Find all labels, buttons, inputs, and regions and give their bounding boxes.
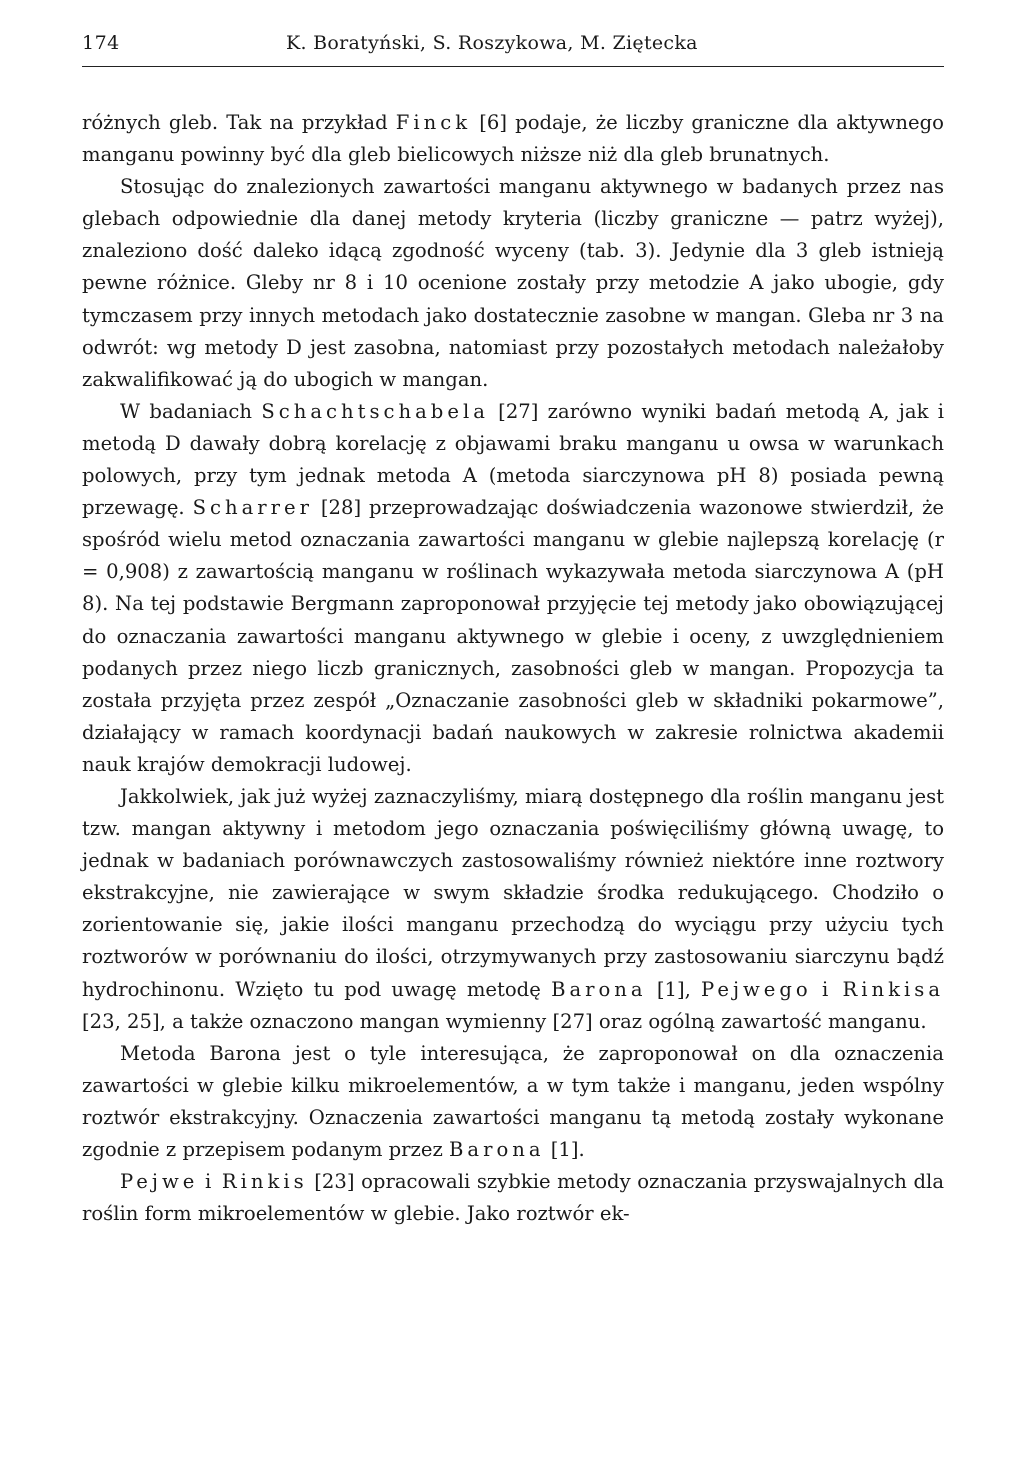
paragraph — [82, 781, 944, 1038]
spaced-author-name: Pejwe — [120, 1170, 199, 1194]
spaced-author-name: i — [821, 977, 833, 1001]
paragraph — [82, 396, 944, 781]
page-number: 174 — [82, 32, 120, 54]
text-run: W badaniach — [120, 399, 262, 423]
running-head: K. Boratyński, S. Roszykowa, M. Ziętecka — [286, 32, 698, 54]
text-run — [812, 978, 822, 1001]
text-run: [23, 25], a także oznaczono mangan wymienny [27] oraz ogólną zawartość manganu. — [82, 1009, 927, 1033]
page — [82, 22, 944, 1230]
spaced-author-name: i — [204, 1170, 216, 1194]
spaced-author-name: Scharrer — [192, 496, 313, 520]
text-run: [6] podaje, że liczby graniczne dla aktywnego manganu powinny być dla gleb bielicowych niższe niż dla gleb brunatnych. — [82, 111, 944, 167]
text-run — [198, 1170, 205, 1193]
spaced-author-name: Rinkisa — [842, 977, 944, 1001]
spaced-author-name: Pejwego — [701, 977, 812, 1001]
text-run: [27] zarówno wyniki badań metodą A, jak i metodą D dawały dobrą korelację z objawami braku manganu u owsa w warunkach polowych, przy tym jednak metoda A (metoda siarczynowa pH 8) posiada pewną przewagę. — [82, 399, 944, 520]
paragraph — [82, 107, 944, 171]
spaced-author-name: Finck — [395, 111, 472, 134]
spaced-author-name: Barona — [551, 977, 647, 1001]
text-run: Metoda Barona jest o tyle interesująca, że zaproponował on dla oznaczenia zawartości w glebie kilku mikroelementów, a w tym także i manganu, jeden wspólny roztwór ekstrakcyjny. Oznaczenia zawartości manganu tą metodą zostały wykonane zgodnie z przepisem podanym przez — [82, 1041, 944, 1161]
text-run: [28] przeprowadzając doświadczenia wazonowe stwierdził, że spośród wielu metod oznaczania zawartości manganu w glebie najlepszą korelację (r = 0,908) z zawartością manganu w roślinach wykazywała metoda siarczynowa A (pH 8). Na tej podstawie Bergmann zaproponował przyjęcie tej metody jako obowiązującej do oznaczania zawartości manganu aktywnego w glebie i oceny, z uwzględnieniem podanych przez niego liczb granicznych, zasobności gleb w mangan. Propozycja ta została przyjęta przez zespół „Oznaczanie zasobności gleb w składniki pokarmowe”, działający w ramach koordynacji badań naukowych w zakresie rolnictwa akademii nauk krajów demokracji ludowej. — [82, 496, 944, 776]
spaced-author-name: Rinkis — [221, 1170, 308, 1194]
text-run: [1], — [646, 977, 702, 1001]
spaced-author-name: Barona — [449, 1138, 545, 1161]
paragraph — [82, 1166, 944, 1230]
body-text — [82, 107, 944, 1230]
text-run: różnych gleb. Tak na przykład — [82, 111, 396, 134]
text-run: [1]. — [544, 1138, 585, 1161]
text-run: [23] opracowali szybkie metody oznaczania przyswajalnych dla roślin form mikroelementów w glebie. Jako roztwór ek- — [82, 1170, 945, 1226]
page-header — [82, 22, 944, 67]
text-run — [215, 1170, 222, 1193]
text-run: Stosując do znalezionych zawartości manganu aktywnego w badanych przez nas glebach odpowiednie dla danej metody kryteria (liczby graniczne — patrz wyżej), znaleziono dość daleko idącą zgodność wyceny (tab. 3). Jedynie dla 3 gleb istnieją pewne różnice. Gleby nr 8 i 10 ocenione zostały przy metodzie A jako ubogie, gdy tymczasem przy innych metodach jako dostatecznie zasobne w mangan. Gleba nr 3 na odwrót: wg metody D jest zasobna, natomiast przy pozostałych metodach należałoby zakwalifikować ją do ubogich w mangan. — [82, 175, 944, 391]
paragraph — [82, 171, 944, 396]
text-run: Jakkolwiek, jak już wyżej zaznaczyliśmy, miarą dostępnego dla roślin manganu jest tzw. mangan aktywny i metodom jego oznaczania poświęciliśmy główną uwagę, to jednak w badaniach porównawczych zastosowaliśmy również niektóre inne roztwory ekstrakcyjne, nie zawierające w swym składzie środka redukującego. Chodziło o zorientowanie się, jakie ilości manganu przechodzą do wyciągu przy użyciu tych roztworów w porównaniu do ilości, otrzymywanych przy zastosowaniu siarczynu bądź hydrochinonu. Wzięto tu pod uwagę metodę — [82, 784, 944, 1001]
text-run — [832, 978, 842, 1001]
spaced-author-name: Schachtschabela — [261, 399, 489, 423]
paragraph — [82, 1038, 944, 1166]
